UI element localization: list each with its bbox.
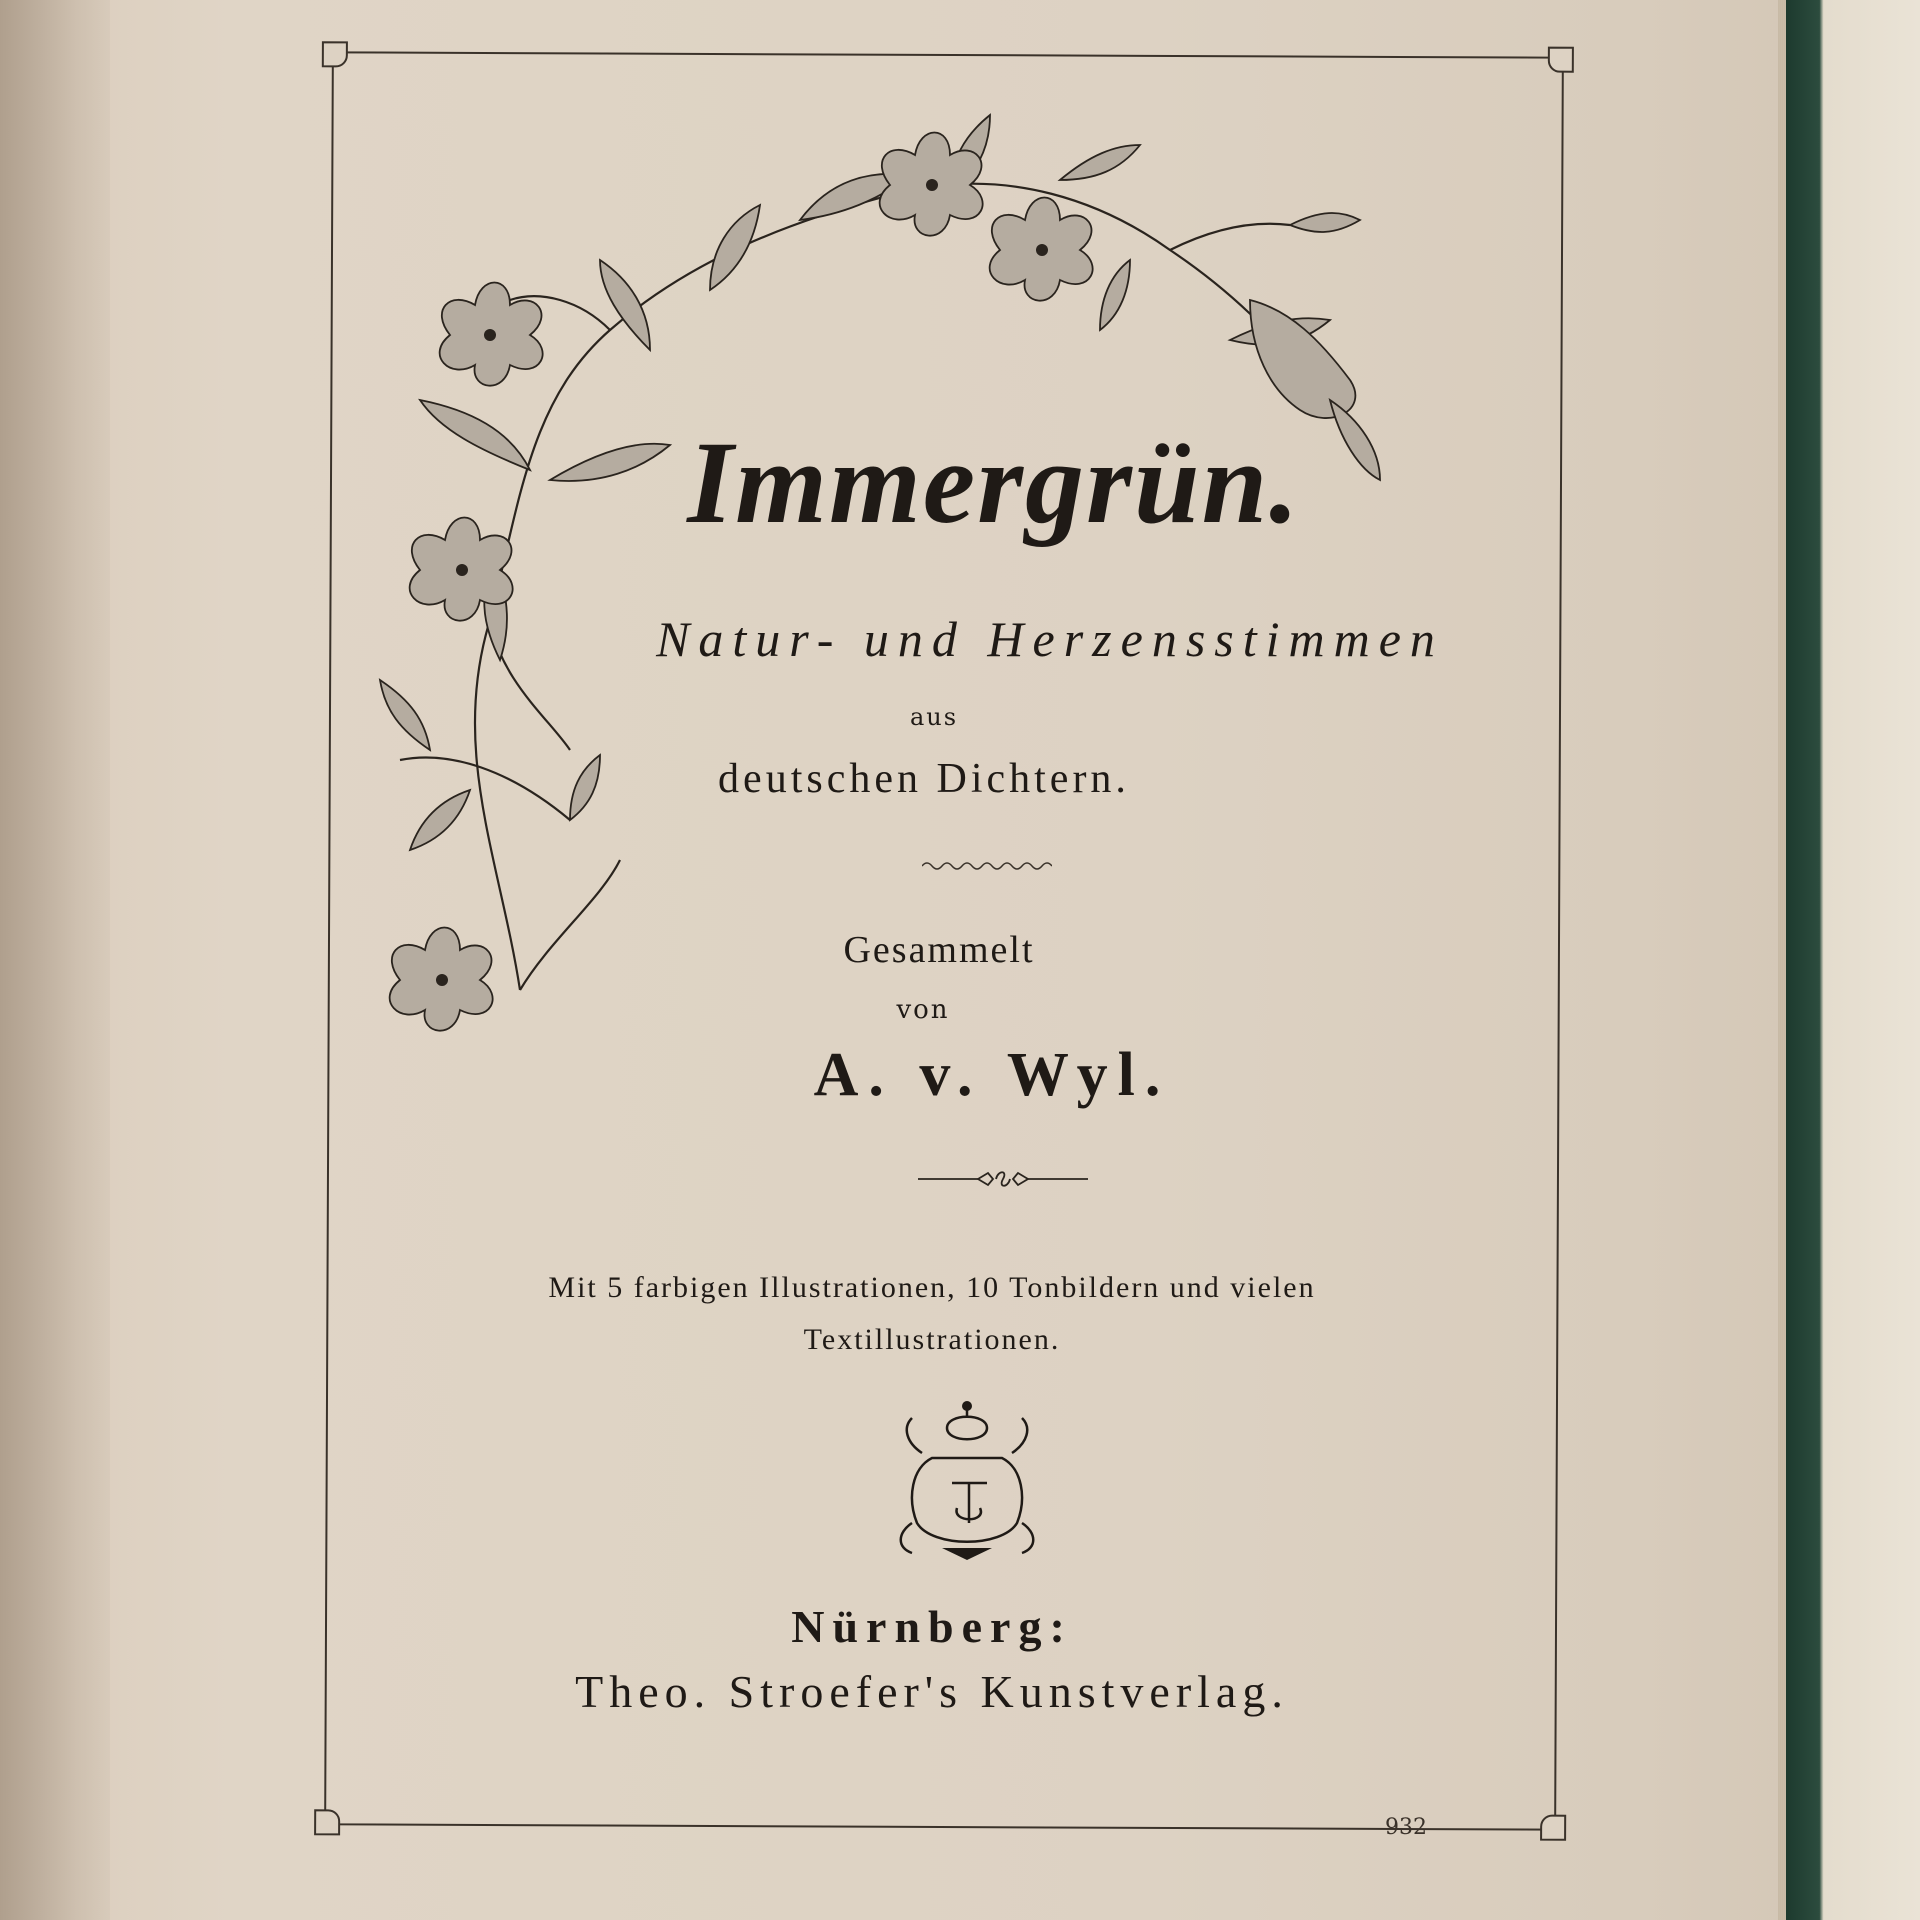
publisher-name: Theo. Stroefer's Kunstverlag.	[575, 1666, 1289, 1717]
gutter-shadow	[0, 0, 110, 1920]
book-title: Immergrün.	[687, 417, 1301, 548]
page-number: 932	[1385, 1815, 1427, 1840]
subtitle-connector: aus	[909, 703, 959, 731]
scroll-ornament-icon	[918, 1168, 1088, 1190]
illustrations-note	[318, 1262, 1546, 1366]
publication-place: Nürnberg:	[791, 1601, 1073, 1652]
by-label: von	[896, 995, 950, 1025]
illustrations-line-1: Mit 5 farbigen Illustrationen, 10 Tonbildern und vielen	[548, 1271, 1316, 1304]
author-name: A. v. Wyl.	[813, 1041, 1171, 1109]
page-edges	[1778, 0, 1786, 1920]
subtitle-source: deutschen Dichtern.	[718, 756, 1130, 802]
book-cover-edge	[1786, 0, 1920, 1920]
frame-corner-ornament	[314, 1809, 340, 1835]
squiggle-divider-icon	[922, 860, 1052, 872]
illustrations-line-2: Textillustrationen.	[803, 1323, 1061, 1356]
frame-corner-ornament	[322, 41, 348, 67]
frame-corner-ornament	[1548, 47, 1574, 73]
frame-corner-ornament	[1540, 1815, 1566, 1841]
book-subtitle: Natur- und Herzensstimmen	[656, 611, 1444, 667]
publisher-crest-icon	[892, 1398, 1042, 1560]
collected-label: Gesammelt	[843, 929, 1035, 971]
